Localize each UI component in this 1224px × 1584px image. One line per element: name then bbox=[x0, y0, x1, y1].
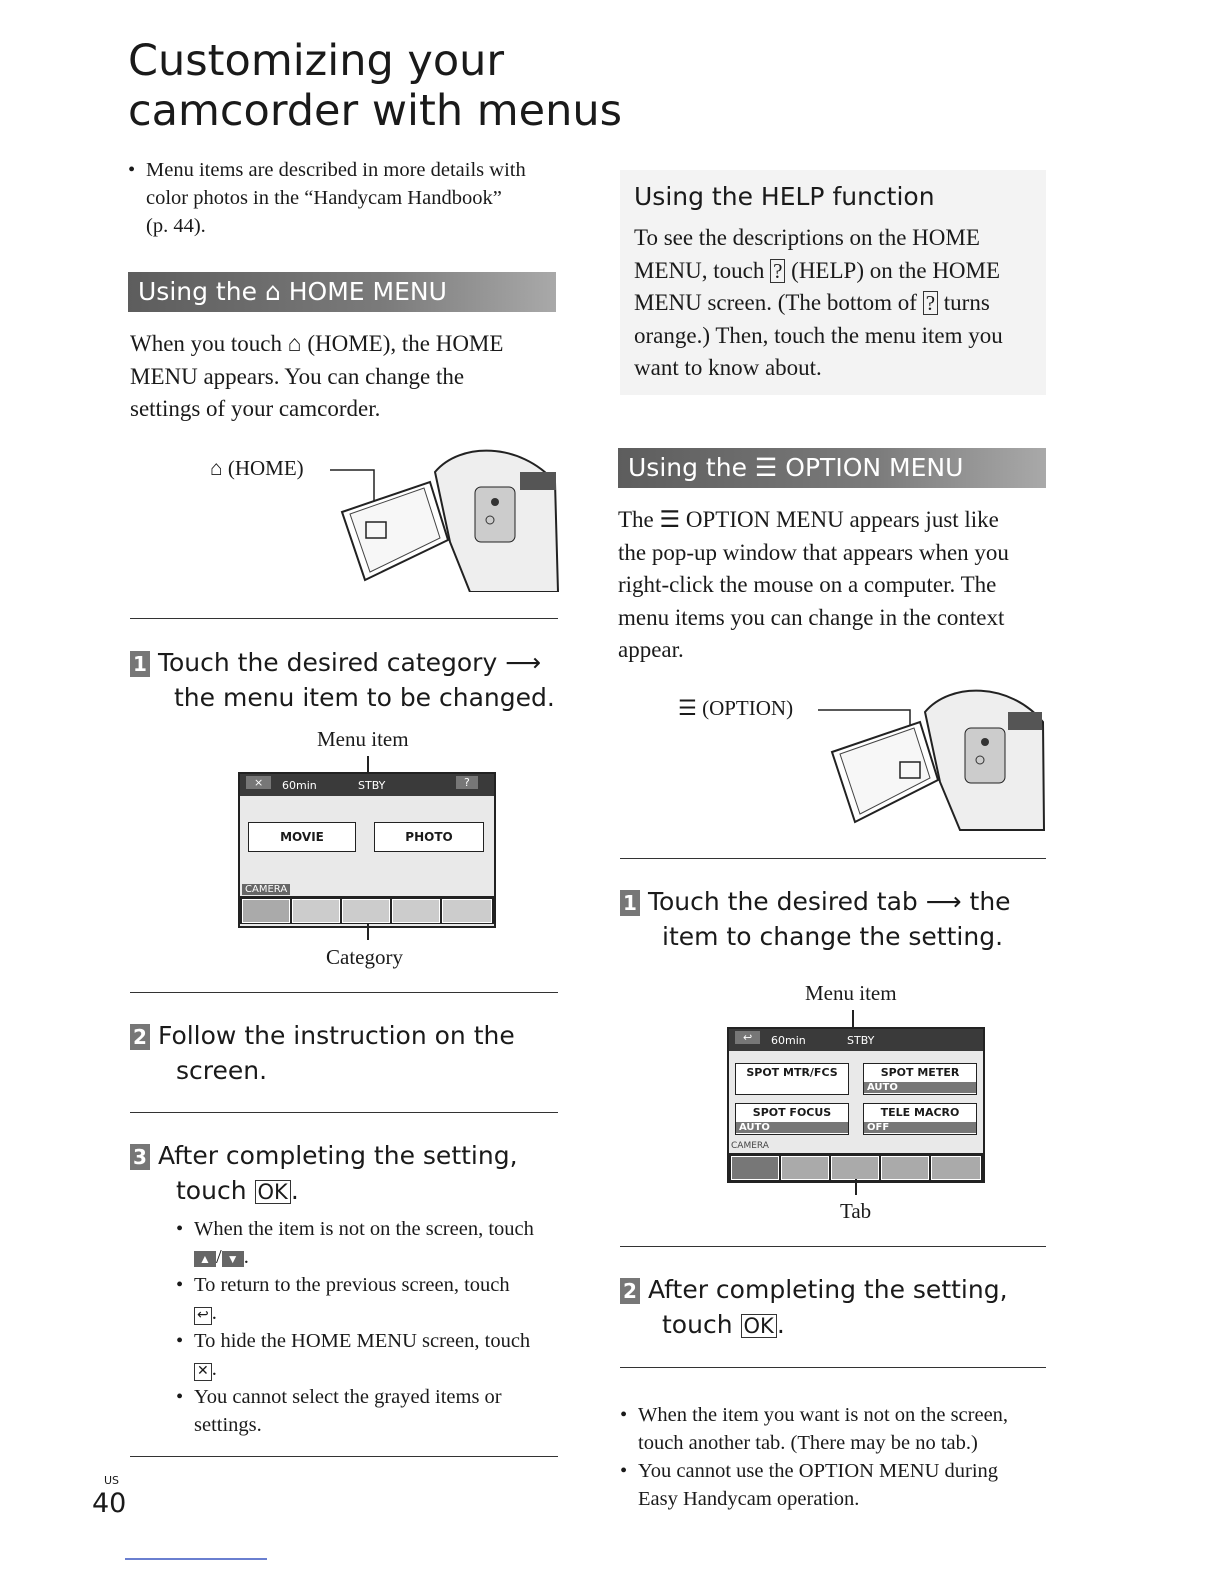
tab-2[interactable] bbox=[781, 1156, 829, 1180]
battery-indicator: 60min bbox=[282, 779, 317, 792]
camera-category-tab[interactable] bbox=[242, 899, 290, 923]
option-icon: ☰ bbox=[678, 696, 697, 720]
option-callout: ☰ (OPTION) bbox=[678, 696, 794, 720]
page-number: 40 bbox=[92, 1488, 127, 1519]
help-icon: ? bbox=[923, 291, 938, 315]
arrow-icon: ⟶ bbox=[925, 887, 962, 916]
option-intro-text: The ☰ OPTION MENU appears just like the pop-up window that appears when you right-click the mouse on a computer. The menu items you can change in the context appear. bbox=[618, 507, 1009, 662]
home-step-2: 2 Follow the instruction on the screen. bbox=[130, 1018, 560, 1088]
divider bbox=[130, 1456, 558, 1457]
divider bbox=[130, 618, 558, 619]
settings-category-tab[interactable] bbox=[442, 899, 492, 923]
callout-line bbox=[855, 1179, 857, 1195]
help-heading: Using the HELP function bbox=[634, 182, 935, 211]
standby-indicator: STBY bbox=[358, 779, 386, 792]
manage-media-tab[interactable] bbox=[392, 899, 440, 923]
footer-line bbox=[125, 1558, 267, 1560]
option-step-2: 2 After completing the setting, touch OK . bbox=[620, 1272, 1050, 1342]
ok-button-icon: OK bbox=[255, 1180, 291, 1204]
option-step-1: 1 Touch the desired tab ⟶ the item to change the setting. bbox=[620, 884, 1050, 954]
camera-tab-label: CAMERA bbox=[242, 884, 290, 895]
divider bbox=[130, 992, 558, 993]
home-intro-text: When you touch ⌂ (HOME), the HOME MENU appears. You can change the settings of your camcorder. bbox=[130, 331, 504, 421]
camcorder-illustration bbox=[320, 432, 560, 592]
close-button[interactable]: × bbox=[246, 776, 271, 789]
home-callout: ⌂ (HOME) bbox=[210, 456, 304, 480]
close-icon: ✕ bbox=[194, 1363, 212, 1381]
menu-item-label: Menu item bbox=[805, 981, 897, 1005]
battery-indicator: 60min bbox=[771, 1034, 806, 1047]
page-title: Customizing your camcorder with menus bbox=[128, 36, 622, 136]
home-step-1: 1 Touch the desired category ⟶ the menu item to be changed. bbox=[130, 645, 560, 715]
scroll-down-icon: ▼ bbox=[222, 1251, 244, 1267]
option-menu-screen bbox=[727, 1027, 985, 1183]
category-bar bbox=[240, 896, 494, 924]
spot-mtr-fcs-button[interactable]: SPOT MTR/FCS bbox=[735, 1063, 849, 1095]
spot-meter-button[interactable]: SPOT METER AUTO bbox=[863, 1063, 977, 1095]
spot-focus-button[interactable]: SPOT FOCUS AUTO bbox=[735, 1103, 849, 1135]
playback-category-tab[interactable] bbox=[292, 899, 340, 923]
home-icon: ⌂ bbox=[287, 331, 302, 356]
standby-indicator: STBY bbox=[847, 1034, 875, 1047]
home-icon: ⌂ bbox=[210, 456, 223, 480]
home-menu-screen bbox=[238, 772, 496, 928]
movie-button[interactable]: MOVIE bbox=[248, 822, 356, 852]
return-button[interactable]: ↩ bbox=[735, 1031, 760, 1044]
tab-3[interactable] bbox=[831, 1156, 879, 1180]
home-step-3: 3 After completing the setting, touch OK . bbox=[130, 1138, 560, 1208]
camera-tab-label: CAMERA bbox=[731, 1141, 769, 1151]
tab-1[interactable] bbox=[731, 1156, 779, 1180]
option-menu-banner: Using the ☰ OPTION MENU bbox=[618, 448, 1046, 488]
scroll-up-icon: ▲ bbox=[194, 1251, 216, 1267]
home-menu-banner: Using the ⌂ HOME MENU bbox=[128, 272, 556, 312]
callout-line bbox=[367, 924, 369, 940]
divider bbox=[620, 858, 1046, 859]
arrow-icon: ⟶ bbox=[505, 648, 542, 677]
help-icon: ? bbox=[770, 259, 785, 283]
divider bbox=[620, 1367, 1046, 1368]
tab-label: Tab bbox=[840, 1199, 872, 1223]
help-text: To see the descriptions on the HOME MENU, touch ? (HELP) on the HOME MENU screen. (The bottom of ? turns orange.) Then, touch the menu item you want to know about. bbox=[634, 225, 1003, 380]
divider bbox=[130, 1112, 558, 1113]
menu-item-label: Menu item bbox=[317, 727, 409, 751]
region-label: US bbox=[104, 1474, 120, 1487]
photo-button[interactable]: PHOTO bbox=[374, 822, 484, 852]
option-notes: • When the item you want is not on the screen, touch another tab. (There may be no tab.) • You cannot use the OPTION MENU during Easy Handycam operation. bbox=[620, 1401, 1046, 1513]
camcorder-illustration bbox=[810, 670, 1046, 832]
divider bbox=[620, 1246, 1046, 1247]
tele-macro-button[interactable]: TELE MACRO OFF bbox=[863, 1103, 977, 1135]
intro-bullet: • Menu items are described in more details with color photos in the “Handycam Handbook” (p. 44). bbox=[128, 156, 586, 240]
return-icon: ↩ bbox=[194, 1307, 212, 1325]
option-icon: ☰ bbox=[754, 453, 778, 482]
ok-button-icon: OK bbox=[741, 1314, 777, 1338]
tab-5[interactable] bbox=[931, 1156, 981, 1180]
home-notes: • When the item is not on the screen, touch ▲ / ▼ . • To return to the previous screen, touch ↩ . • To hide the HOME MENU screen, touch ✕ . • You cannot select the grayed items or settings. bbox=[176, 1215, 566, 1439]
home-icon: ⌂ bbox=[264, 277, 281, 306]
other-category-tab[interactable] bbox=[342, 899, 390, 923]
option-icon: ☰ bbox=[659, 507, 681, 532]
category-label: Category bbox=[326, 945, 403, 969]
tab-bar bbox=[729, 1153, 983, 1181]
tab-4[interactable] bbox=[881, 1156, 929, 1180]
help-button[interactable]: ? bbox=[456, 776, 478, 789]
